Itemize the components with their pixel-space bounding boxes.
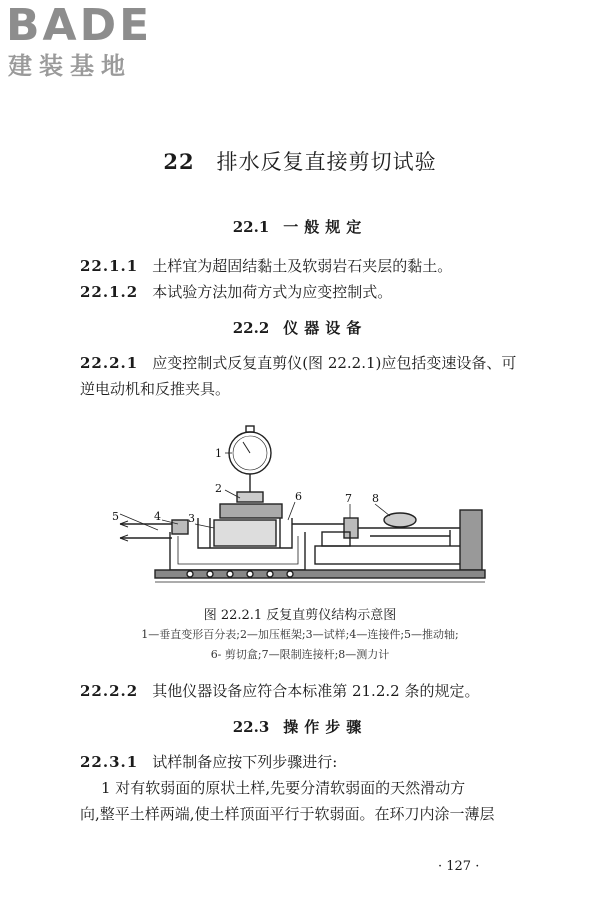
- loading-frame: [237, 492, 263, 502]
- label-3: 3: [188, 512, 195, 525]
- label-6: 6: [295, 490, 302, 503]
- connector: [172, 520, 188, 534]
- clause-text: 本试验方法加荷方式为应变控制式。: [152, 283, 393, 301]
- clause-number: 22.1.1: [80, 257, 139, 275]
- figure-legend-line1: 1—垂直变形百分表;2—加压框架;3—试样;4—连接件;5—推动轴;: [141, 628, 459, 641]
- figure-legend-line2: 6- 剪切盒;7—限制连接杆;8—测力计: [210, 648, 390, 661]
- chapter-text: 排水反复直接剪切试验: [216, 150, 437, 174]
- label-4: 4: [154, 510, 161, 523]
- clause-text-line1: 应变控制式反复直剪仪(图 22.2.1)应包括变速设备、可: [152, 354, 517, 372]
- label-5: 5: [112, 510, 119, 523]
- section-title: 一般规定: [283, 218, 368, 236]
- clause-22-3-1: [80, 751, 337, 772]
- logo: [6, 0, 181, 80]
- clause-number: 22.1.2: [80, 283, 139, 301]
- section-number: 22.3: [232, 718, 270, 736]
- section-title: 操作步骤: [283, 718, 368, 736]
- clause-number: 22.3.1: [80, 753, 139, 771]
- clause-22-2-1-continuation: 逆电动机和反推夹具。: [80, 380, 231, 398]
- page-number: · 127 ·: [438, 859, 480, 874]
- section-title: 仪器设备: [283, 319, 368, 337]
- clause-22-2-2: [80, 680, 479, 701]
- label-2: 2: [215, 482, 222, 495]
- clause-22-1-1: [80, 255, 452, 276]
- label-8: 8: [372, 492, 379, 505]
- base-plate: [155, 570, 485, 578]
- section-heading-22-3: [0, 716, 600, 737]
- chapter-title: [0, 146, 600, 176]
- section-number: 22.2: [232, 319, 270, 337]
- section-heading-22-2: [0, 317, 600, 338]
- chapter-number: 22: [163, 149, 195, 174]
- clause-22-2-1: [80, 352, 516, 373]
- logo-subtitle: 建装基地: [8, 52, 132, 80]
- soil-sample: [214, 520, 276, 546]
- clause-text: 试样制备应按下列步骤进行:: [152, 753, 338, 771]
- clause-text: 土样宜为超固结黏土及软弱岩石夹层的黏土。: [152, 257, 453, 275]
- section-heading-22-1: [0, 216, 600, 237]
- logo-word: BADE: [6, 0, 153, 51]
- label-7: 7: [345, 492, 352, 505]
- step-1-line1: 1 对有软弱面的原状土样,先要分清软弱面的天然滑动方: [101, 779, 466, 797]
- limit-rod: [344, 518, 358, 538]
- label-1: 1: [215, 447, 222, 460]
- clause-number: 22.2.1: [80, 354, 139, 372]
- shear-apparatus-diagram: [100, 420, 510, 595]
- section-number: 22.1: [232, 218, 270, 236]
- figure-caption: 图 22.2.1 反复直剪仪结构示意图: [203, 608, 397, 623]
- clause-22-1-2: [80, 281, 392, 302]
- clause-number: 22.2.2: [80, 682, 139, 700]
- step-1-line2: 向,整平土样两端,使土样顶面平行于软弱面。在环刀内涂一薄层: [80, 805, 495, 823]
- clause-text: 其他仪器设备应符合本标准第 21.2.2 条的规定。: [152, 682, 480, 700]
